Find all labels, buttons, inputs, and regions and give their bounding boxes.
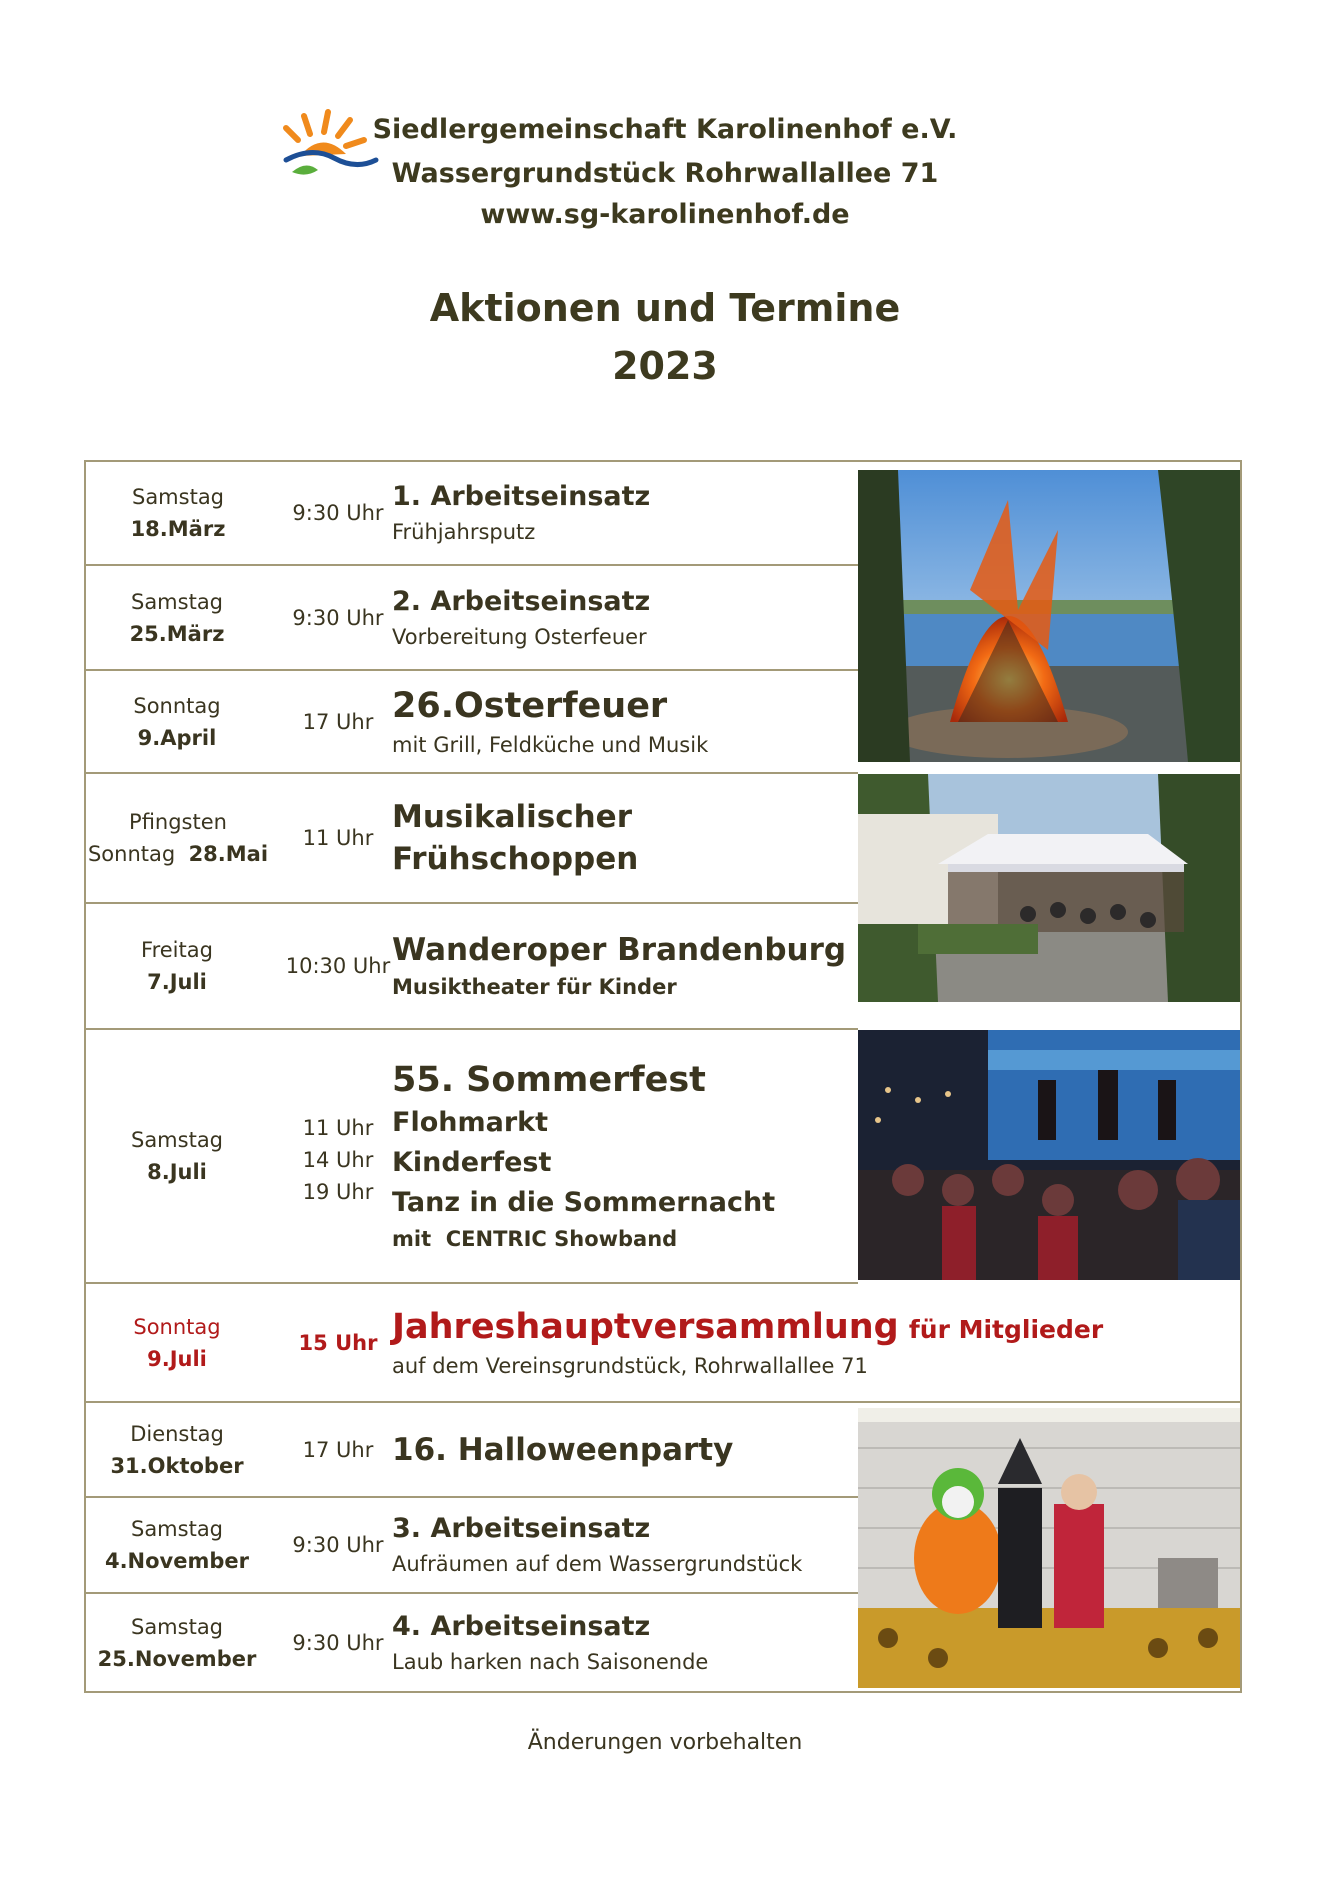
event-time: 17 Uhr — [302, 1437, 374, 1462]
event-row-osterfeuer — [86, 671, 858, 774]
event-date-value: 9.April — [137, 725, 217, 750]
event-details — [392, 566, 858, 669]
photo-osterfeuer — [858, 470, 1240, 762]
event-date — [86, 774, 270, 902]
event-details — [392, 1594, 858, 1691]
event-day: Dienstag — [130, 1421, 224, 1446]
event-date — [86, 904, 268, 1028]
event-details — [392, 1403, 858, 1496]
event-time: 11 Uhr — [302, 826, 374, 850]
event-details — [392, 1284, 1240, 1401]
event-row-wanderoper — [86, 904, 858, 1030]
event-day: Samstag — [130, 1614, 224, 1639]
event-date-value: 7.Juli — [147, 970, 207, 994]
event-subtitle: Aufräumen auf dem Wassergrundstück — [392, 1552, 803, 1576]
event-day: Sonntag — [133, 1314, 221, 1339]
event-title: 55. Sommerfest — [392, 1060, 706, 1100]
event-date — [86, 1498, 268, 1592]
event-details — [392, 671, 858, 772]
event-date — [86, 1594, 268, 1691]
photo-sommerfest — [858, 1030, 1240, 1280]
page-year: 2023 — [612, 344, 718, 388]
event-subtitle: Frühjahrsputz — [392, 520, 536, 544]
event-time: 11 Uhr — [302, 1116, 374, 1140]
event-details — [392, 904, 858, 1028]
event-subtitle: Laub harken nach Saisonende — [392, 1649, 709, 1674]
event-date-value: 18.März — [130, 517, 226, 541]
event-date — [86, 671, 268, 772]
org-website-link[interactable]: www.sg-karolinenhof.de — [480, 199, 850, 230]
event-date — [86, 1403, 268, 1496]
event-day: Pfingsten — [129, 810, 227, 834]
event-details — [392, 462, 858, 564]
event-date-value: 25.März — [129, 621, 225, 646]
event-title-suffix: für Mitglieder — [908, 1314, 1104, 1344]
event-row-arbeitseinsatz-2 — [86, 566, 858, 671]
event-time: 17 Uhr — [302, 709, 374, 734]
event-title: 4. Arbeitseinsatz — [392, 1610, 651, 1642]
event-day: Samstag — [131, 485, 225, 509]
photo-halloweenparty — [858, 1408, 1240, 1688]
footer-note: Änderungen vorbehalten — [527, 1730, 803, 1755]
event-date — [86, 1284, 268, 1401]
event-time: 9:30 Uhr — [292, 605, 384, 630]
event-date-value: 31.Oktober — [110, 1453, 244, 1478]
event-date-value: 9.Juli — [147, 1346, 207, 1371]
event-row-halloweenparty — [86, 1403, 858, 1498]
event-day-secondary: Sonntag — [87, 842, 176, 866]
event-title: 26.Osterfeuer — [392, 685, 668, 726]
event-day: Sonntag — [133, 693, 221, 718]
event-day: Freitag — [141, 938, 213, 962]
event-title: 16. Halloweenparty — [392, 1431, 734, 1468]
event-title: 1. Arbeitseinsatz — [392, 481, 651, 512]
event-time: 9:30 Uhr — [292, 1630, 384, 1655]
event-item: Flohmarkt — [392, 1107, 549, 1138]
event-subtitle: CENTRIC Showband — [445, 1227, 678, 1251]
event-date — [86, 566, 268, 669]
event-title: Musikalischer Frühschoppen — [392, 799, 639, 877]
event-date — [86, 1030, 268, 1282]
photo-fruehschoppen — [858, 774, 1240, 1002]
event-details — [392, 774, 858, 902]
event-day: Samstag — [130, 589, 224, 614]
event-time: 10:30 Uhr — [285, 954, 391, 978]
event-subtitle-prefix: mit — [392, 1227, 432, 1251]
event-subtitle: mit Grill, Feldküche und Musik — [392, 732, 709, 757]
event-times — [268, 1030, 408, 1282]
org-name: Siedlergemeinschaft Karolinenhof e.V. — [372, 114, 958, 145]
event-day: Samstag — [130, 1128, 224, 1152]
event-row-jahreshauptversammlung — [86, 1284, 1240, 1403]
event-time: 19 Uhr — [302, 1180, 374, 1204]
event-date-value: 8.Juli — [147, 1160, 207, 1184]
event-title: Jahreshauptversammlung — [392, 1306, 899, 1347]
page-title: Aktionen und Termine — [429, 286, 901, 330]
event-date-value: 4.November — [104, 1549, 250, 1573]
events-table — [84, 460, 1242, 1693]
event-item: Kinderfest — [392, 1147, 552, 1178]
event-row-arbeitseinsatz-3 — [86, 1498, 858, 1594]
event-time: 9:30 Uhr — [292, 501, 384, 525]
event-row-sommerfest — [86, 1030, 858, 1284]
event-time: 9:30 Uhr — [292, 1533, 384, 1557]
event-row-arbeitseinsatz-1 — [86, 462, 858, 566]
event-item: Tanz in die Sommernacht — [392, 1187, 776, 1218]
event-details — [392, 1030, 858, 1282]
event-date-value: 28.Mai — [188, 842, 269, 866]
event-title: Wanderoper Brandenburg — [392, 932, 847, 968]
event-subtitle: auf dem Vereinsgrundstück, Rohrwallallee 71 — [392, 1353, 868, 1378]
event-details — [392, 1498, 858, 1592]
event-row-fruehschoppen — [86, 774, 858, 904]
event-date — [86, 462, 270, 564]
event-subtitle: Vorbereitung Osterfeuer — [392, 624, 647, 649]
event-row-arbeitseinsatz-4 — [86, 1594, 858, 1691]
event-time: 15 Uhr — [298, 1330, 378, 1355]
event-time: 14 Uhr — [302, 1148, 374, 1172]
org-address: Wassergrundstück Rohrwallallee 71 — [391, 158, 939, 189]
event-title: 3. Arbeitseinsatz — [392, 1513, 651, 1544]
event-date-value: 25.November — [97, 1646, 257, 1671]
event-title: 2. Arbeitseinsatz — [392, 585, 651, 617]
event-day: Samstag — [130, 1517, 224, 1541]
event-subtitle: Musiktheater für Kinder — [392, 975, 677, 999]
